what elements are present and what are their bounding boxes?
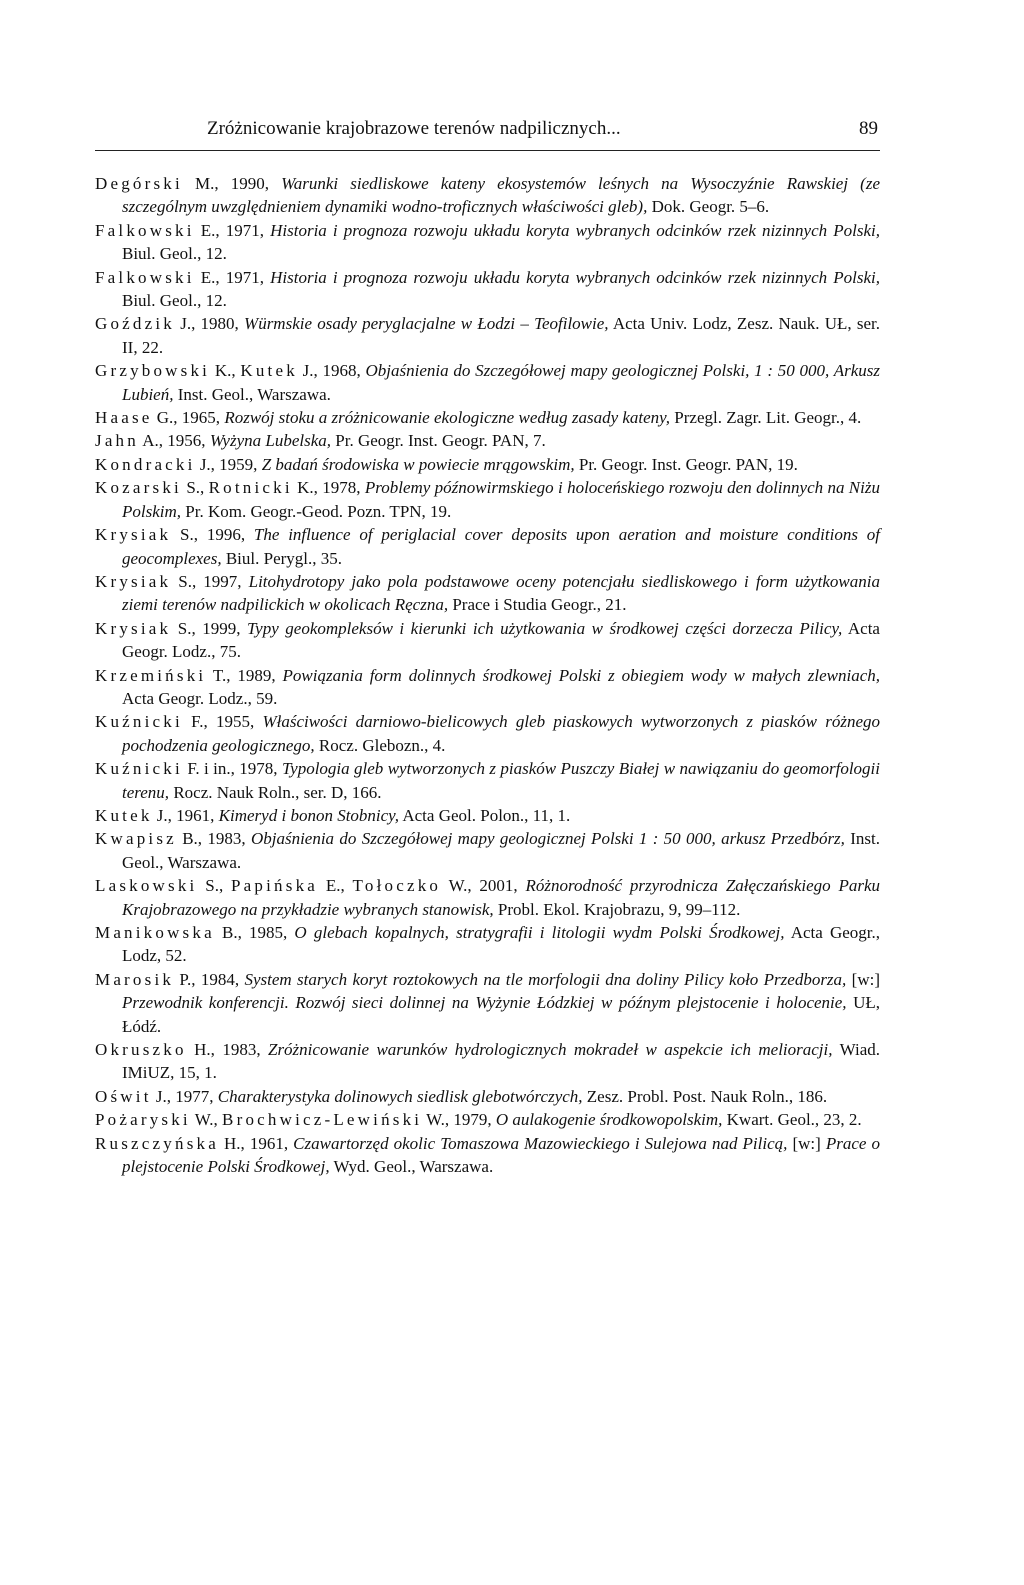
reference-author: Kondracki	[95, 454, 196, 474]
reference-title: Typologia gleb wytworzonych z piasków Puszczy Białej w nawiązaniu do geomorfologii terenu,	[122, 759, 880, 802]
reference-author: Okruszko	[95, 1040, 187, 1060]
reference-text: Acta Geol. Polon., 11, 1.	[399, 805, 571, 825]
reference-text: Inst. Geol., Warszawa.	[122, 829, 881, 872]
reference-title: Czawartorzęd okolic Tomaszowa Mazowieckiego i Sulejowa nad Pilicą,	[293, 1133, 788, 1153]
reference-text: Pr. Geogr. Inst. Geogr. PAN, 19.	[574, 454, 798, 474]
reference-author: Krzemiński	[95, 665, 207, 685]
reference-title: Historia i prognoza rozwoju układu koryta wybranych odcinków rzek nizinnych Polski,	[270, 220, 881, 240]
reference-author: Pożaryski	[95, 1110, 191, 1130]
reference-title: Historia i prognoza rozwoju układu koryta wybranych odcinków rzek nizinnych Polski,	[270, 267, 881, 287]
reference-text: H., 1961,	[218, 1133, 294, 1153]
reference-entry	[95, 312, 880, 359]
reference-author: Falkowski	[95, 267, 195, 287]
reference-entry	[95, 921, 880, 968]
reference-entry	[95, 172, 880, 219]
reference-title: Charakterystyka dolinowych siedlisk glebotwórczych,	[217, 1086, 583, 1106]
reference-entry	[95, 874, 880, 921]
reference-title: Objaśnienia do Szczegółowej mapy geologicznej Polski, 1 : 50 000, Arkusz Lubień,	[122, 361, 880, 404]
reference-title: Warunki siedliskowe kateny ekosystemów leśnych na Wysoczyźnie Rawskiej (ze szczególnym uwzględnieniem dynamiki wodno-troficznych właściwości gleb),	[122, 174, 881, 217]
reference-text: K., 1978,	[292, 478, 365, 498]
reference-author: Goździk	[95, 314, 175, 334]
reference-text: M., 1990,	[182, 174, 282, 193]
reference-entry	[95, 523, 880, 570]
reference-text: J., 1968,	[297, 361, 366, 381]
reference-author: Falkowski	[95, 220, 195, 240]
reference-text: F. i in., 1978,	[182, 759, 282, 779]
reference-author: Jahn	[95, 431, 139, 451]
reference-text: Prace i Studia Geogr., 21.	[448, 595, 627, 615]
reference-author: Krysiak	[95, 618, 172, 638]
running-title: Zróżnicowanie krajobrazowe terenów nadpilicznych...	[207, 118, 621, 139]
reference-text: S., 1996,	[171, 525, 254, 545]
reference-title: System starych koryt roztokowych na tle morfologii dna doliny Pilicy koło Przedborza,	[244, 969, 847, 989]
reference-author: Rotnicki	[208, 478, 293, 498]
reference-author: Oświt	[95, 1086, 152, 1106]
reference-text: P., 1984,	[174, 969, 245, 989]
reference-text: B., 1983,	[176, 829, 251, 849]
reference-text: A., 1956,	[138, 431, 210, 451]
reference-text: Acta Geogr. Lodz., 59.	[122, 688, 278, 708]
reference-author: Kuźnicki	[95, 759, 183, 779]
reference-title: Kimeryd i bonon Stobnicy,	[218, 805, 400, 825]
reference-text: W., 2001,	[441, 876, 526, 896]
reference-author: Tołoczko	[352, 876, 442, 896]
reference-text: UŁ, Łódź.	[122, 993, 880, 1036]
reference-author: Kozarski	[95, 478, 182, 498]
reference-entry	[95, 968, 880, 1038]
reference-entry	[95, 617, 880, 664]
reference-text: Acta Geogr. Lodz., 75.	[122, 618, 880, 662]
reference-text: J., 1959,	[195, 454, 262, 474]
reference-entry	[95, 476, 880, 523]
reference-text: S., 1997,	[171, 571, 249, 591]
reference-title: The influence of periglacial cover deposits upon aeration and moisture conditions of geocomplexes,	[122, 525, 880, 568]
reference-entry	[95, 827, 880, 874]
reference-entry	[95, 1038, 880, 1085]
reference-entry	[95, 1132, 880, 1179]
reference-entry	[95, 804, 880, 827]
reference-title: Litohydrotopy jako pola podstawowe oceny potencjału siedliskowego i form użytkowania ziemi terenów nadpilickich w okolicach Ręczna,	[122, 571, 880, 615]
reference-author: Ruszczyńska	[95, 1133, 219, 1153]
reference-title: Rozwój stoku a zróżnicowanie ekologiczne według zasady kateny,	[224, 408, 671, 428]
reference-entry	[95, 757, 880, 804]
reference-text: Acta Geogr., Lodz, 52.	[122, 923, 881, 966]
reference-text: Wyd. Geol., Warszawa.	[329, 1157, 494, 1177]
reference-text: [w:]	[846, 969, 880, 989]
reference-text: F., 1955,	[182, 712, 263, 732]
reference-entry	[95, 710, 880, 757]
reference-title: O aulakogenie środkowopolskim,	[495, 1110, 723, 1130]
reference-text: Wiad. IMiUZ, 15, 1.	[122, 1040, 880, 1083]
reference-entry	[95, 429, 880, 452]
reference-list	[95, 172, 880, 1178]
reference-text: Acta Univ. Lodz, Zesz. Nauk. UŁ, ser. II, 22.	[122, 314, 881, 357]
reference-text: Zesz. Probl. Post. Nauk Roln., 186.	[582, 1086, 828, 1106]
reference-text: H., 1983,	[186, 1040, 268, 1060]
reference-text: Biul. Geol., 12.	[122, 291, 227, 311]
reference-text: Rocz. Nauk Roln., ser. D, 166.	[169, 782, 382, 802]
reference-entry	[95, 664, 880, 711]
reference-text: [w:]	[787, 1133, 826, 1153]
reference-title: Objaśnienia do Szczegółowej mapy geologicznej Polski 1 : 50 000, arkusz Przedbórz,	[250, 829, 845, 849]
reference-text: W., 1979,	[422, 1110, 496, 1130]
reference-text: Biul. Geol., 12.	[122, 244, 227, 264]
reference-text: J., 1961,	[152, 805, 219, 825]
reference-text: Inst. Geol., Warszawa.	[173, 384, 331, 404]
reference-author: Degórski	[95, 174, 183, 193]
reference-title: Problemy późnowirmskiego i holoceńskiego rozwoju den dolinnych na Niżu Polskim,	[122, 478, 880, 521]
reference-author: Haase	[95, 408, 153, 428]
reference-text: Dok. Geogr. 5–6.	[647, 197, 770, 217]
reference-author: Kuźnicki	[95, 712, 183, 732]
reference-title: Właściwości darniowo-bielicowych gleb piaskowych wytworzonych z piasków różnego pochodzenia geologicznego,	[122, 712, 880, 755]
reference-text: W.,	[190, 1110, 223, 1130]
reference-title: Typy geokompleksów i kierunki ich użytkowania w środkowej części dorzecza Pilicy,	[246, 618, 843, 638]
page-header	[95, 114, 880, 151]
reference-entry	[95, 453, 880, 476]
reference-author: Manikowska	[95, 923, 215, 942]
reference-text: E., 1971,	[194, 267, 271, 287]
reference-entry	[95, 570, 880, 617]
reference-text: S.,	[197, 876, 232, 896]
reference-text: Kwart. Geol., 23, 2.	[722, 1110, 862, 1130]
reference-text: J., 1980,	[175, 314, 245, 334]
reference-text: Rocz. Glebozn., 4.	[314, 735, 446, 755]
reference-title: Prace o plejstocenie Polski Środkowej,	[122, 1133, 881, 1177]
reference-title: Powiązania form dolinnych środkowej Polski z obiegiem wody w małych zlewniach,	[282, 665, 880, 685]
reference-text: E., 1971,	[194, 220, 271, 240]
reference-author: Brochwicz-Lewiński	[222, 1110, 423, 1130]
reference-author: Krysiak	[95, 571, 172, 591]
reference-author: Papińska	[231, 876, 319, 896]
reference-text: K.,	[210, 361, 241, 381]
reference-title: Z badań środowiska w powiecie mrągowskim,	[261, 454, 575, 474]
reference-author: Marosik	[95, 969, 175, 989]
reference-entry	[95, 1085, 880, 1108]
reference-text: Przegl. Zagr. Lit. Geogr., 4.	[670, 408, 862, 428]
reference-title: Wyżyna Lubelska,	[209, 431, 332, 451]
reference-text: G., 1965,	[152, 408, 225, 428]
reference-author: Kutek	[240, 361, 298, 381]
reference-text: J., 1977,	[151, 1086, 218, 1106]
reference-entry	[95, 219, 880, 266]
reference-author: Kutek	[95, 805, 153, 825]
reference-text: S., 1999,	[171, 618, 247, 638]
reference-text: Biul. Perygl., 35.	[221, 548, 343, 568]
reference-text: Pr. Kom. Geogr.-Geod. Pozn. TPN, 19.	[181, 501, 452, 521]
reference-entry	[95, 1108, 880, 1131]
reference-author: Krysiak	[95, 525, 172, 545]
reference-text: Pr. Geogr. Inst. Geogr. PAN, 7.	[331, 431, 546, 451]
reference-text: Probl. Ekol. Krajobrazu, 9, 99–112.	[493, 899, 741, 919]
reference-title: O glebach kopalnych, stratygrafii i litologii wydm Polski Środkowej,	[294, 923, 785, 942]
reference-text: T., 1989,	[206, 665, 283, 685]
reference-title: Różnorodność przyrodnicza Załęczańskiego Parku Krajobrazowego na przykładzie wybranych stanowisk,	[122, 876, 880, 919]
reference-title: Przewodnik konferencji. Rozwój sieci dolinnej na Wyżynie Łódzkiej w późnym plejstocenie i holocenie,	[122, 993, 847, 1013]
reference-entry	[95, 266, 880, 313]
reference-author: Grzybowski	[95, 361, 211, 381]
reference-author: Laskowski	[95, 876, 198, 896]
reference-text: E.,	[318, 876, 353, 896]
reference-title: Zróżnicowanie warunków hydrologicznych mokradeł w aspekcie ich melioracji,	[267, 1040, 833, 1060]
reference-text: B., 1985,	[214, 923, 295, 942]
reference-entry	[95, 406, 880, 429]
page-number: 89	[859, 118, 878, 139]
reference-author: Kwapisz	[95, 829, 177, 849]
reference-title: Würmskie osady peryglacjalne w Łodzi – Teofilowie,	[244, 314, 609, 334]
reference-text: S.,	[181, 478, 209, 498]
reference-entry	[95, 359, 880, 406]
